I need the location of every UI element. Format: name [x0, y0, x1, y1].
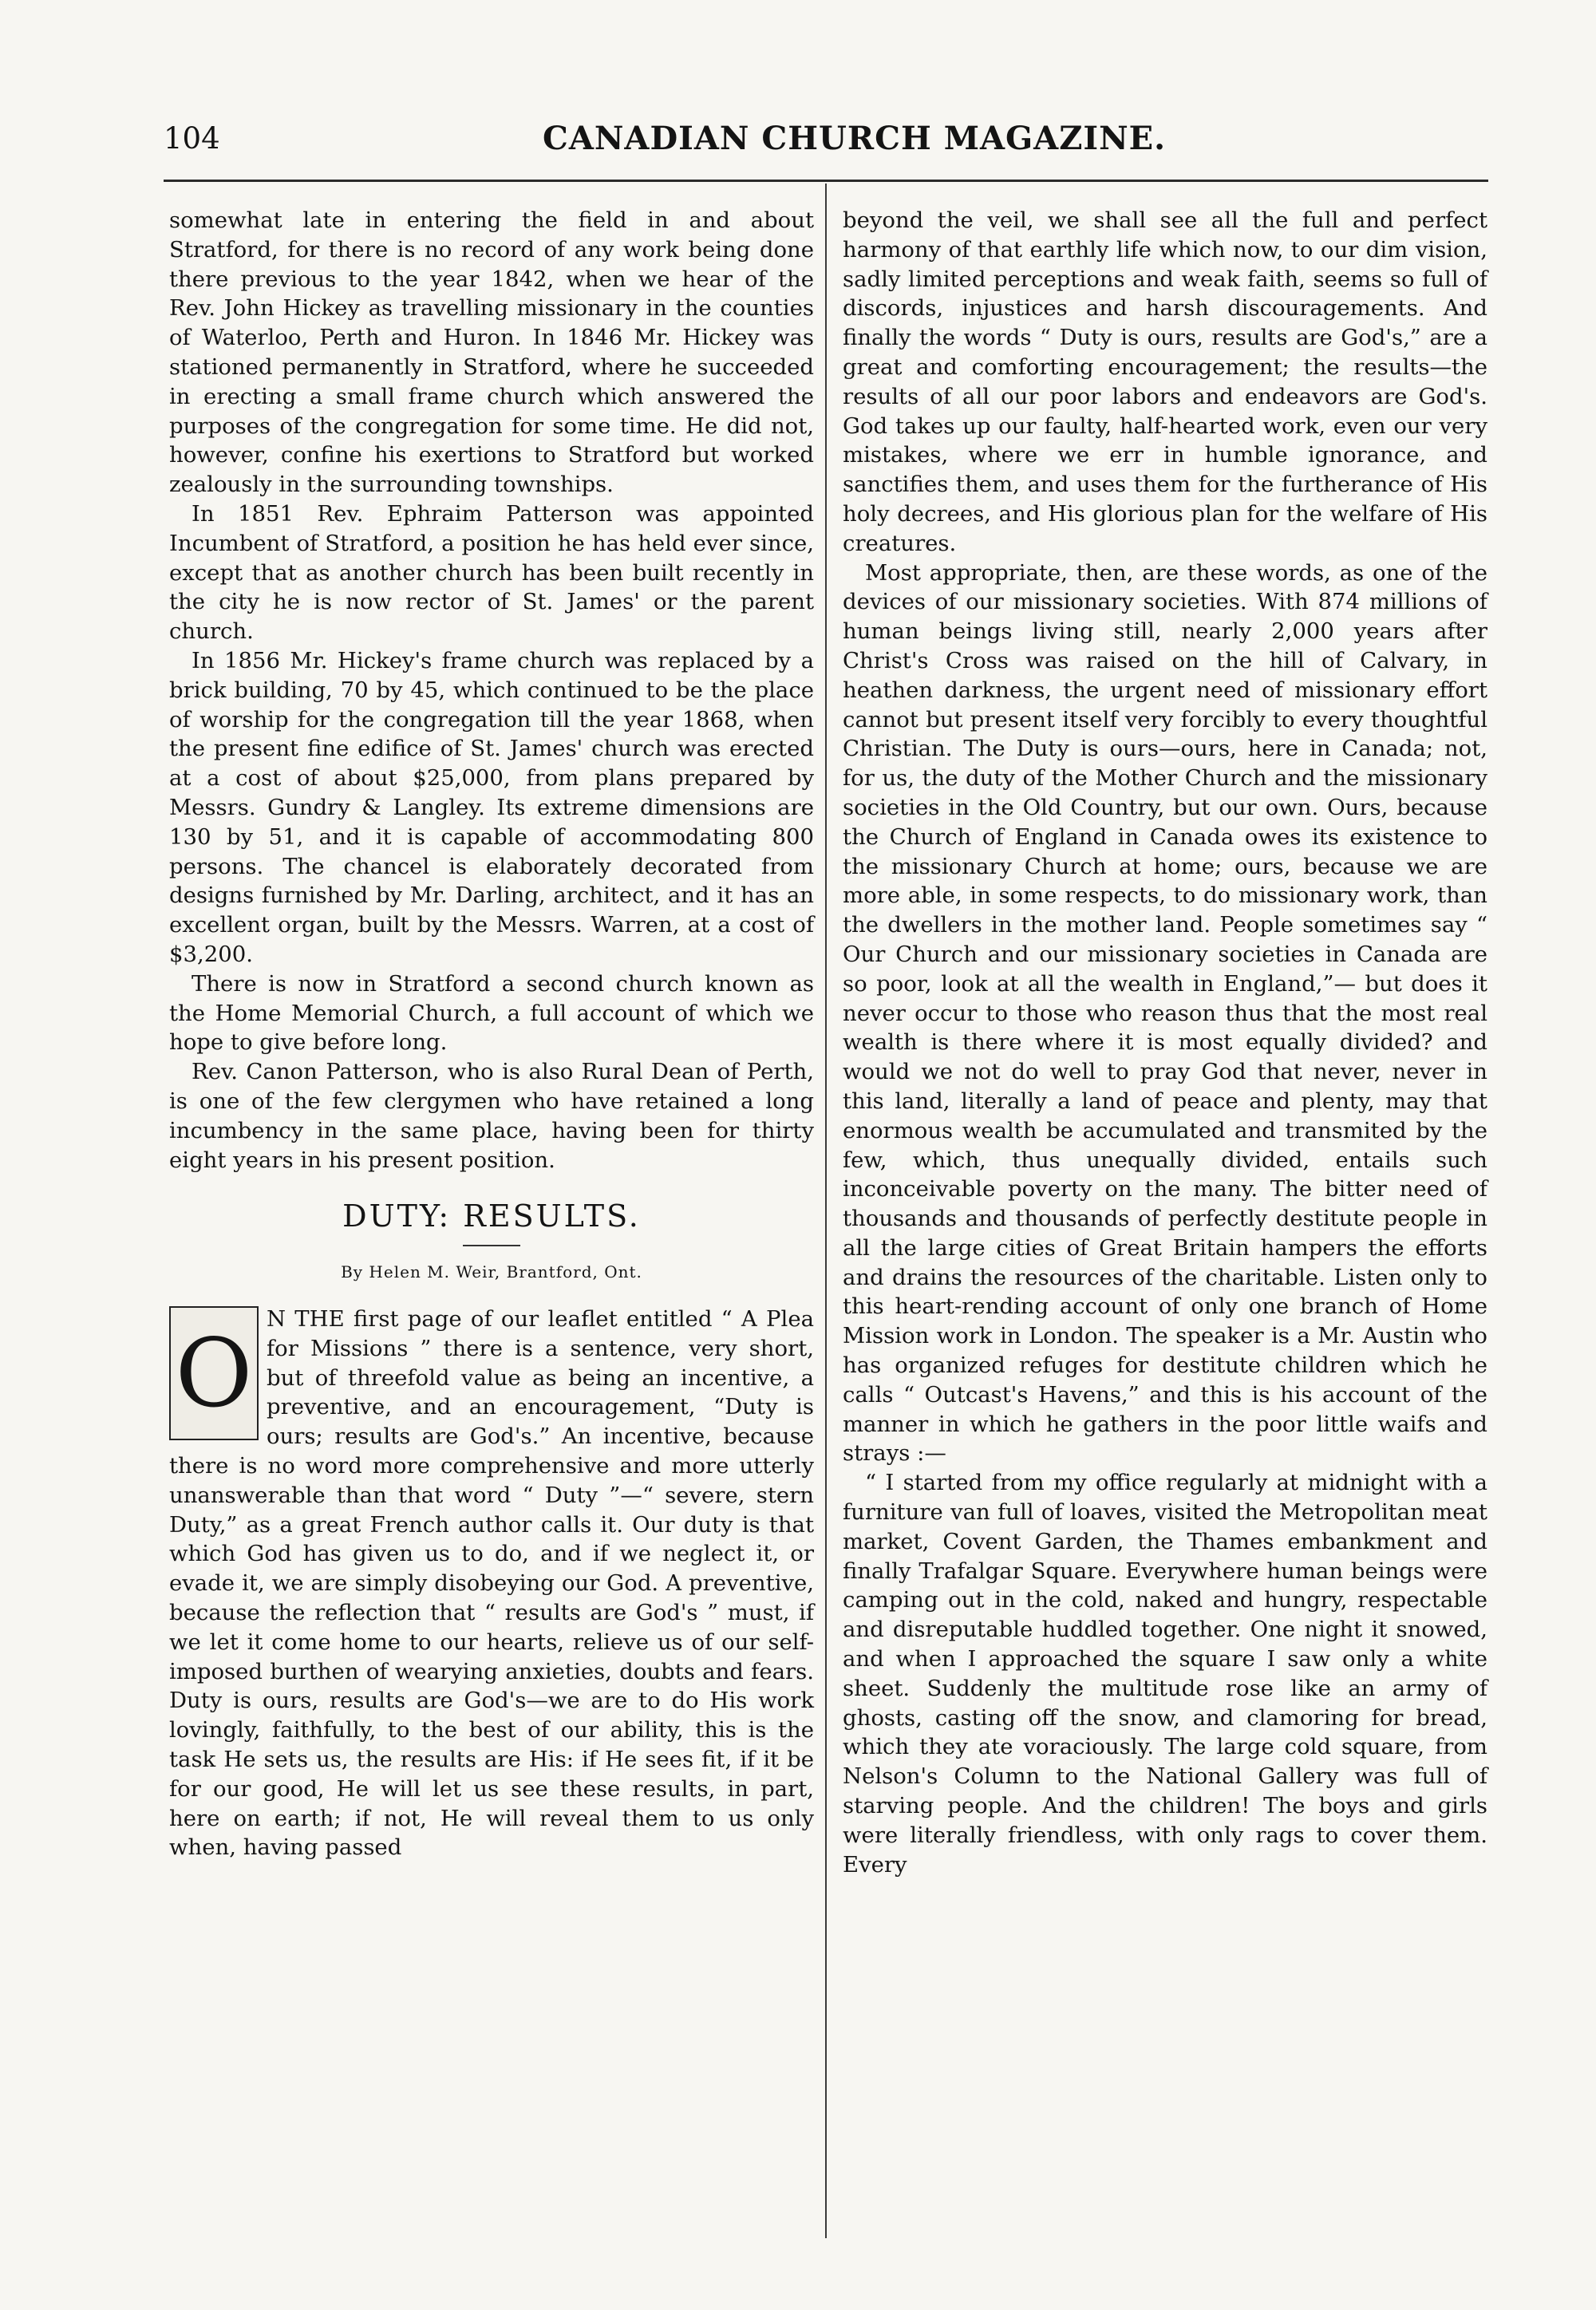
column-divider — [825, 184, 827, 2238]
paragraph: beyond the veil, we shall see all the full and perfect harmony of that earthly life which now, to our dim vision, sadly limited perceptions and weak faith, seems so full of discords, injustices and harsh discouragements. And finally the words “ Duty is ours, results are God's,” are a great and comforting encouragement; the results—the results of all our poor labors and endeavors are God's. God takes up our faulty, half-hearted work, even our very mistakes, where we err in humble ignorance, and sanctifies them, and uses them for the furtherance of His holy decrees, and His glorious plan for the welfare of His creatures. — [843, 207, 1487, 556]
byline: By Helen M. Weir, Brantford, Ont. — [341, 1262, 642, 1282]
header-rule — [164, 180, 1488, 182]
paragraph: There is now in Stratford a second church known as the Home Memorial Church, a full account of which we hope to give before long. — [169, 970, 814, 1056]
running-title: CANADIAN CHURCH MAGAZINE. — [543, 120, 1167, 157]
ornamental-drop-cap: O — [169, 1306, 259, 1440]
left-column — [169, 206, 814, 1862]
page-number: 104 — [164, 121, 220, 156]
paragraph: N THE first page of our leaflet entitled “ A Plea for Missions ” there is a sentence, very short, but of threefold value as being an incentive, a preventive, and an encouragement, “Duty is ours; results are God's.” An incentive, because there is no word more comprehensive and more utterly unanswerable than that word “ Duty ”—“ severe, stern Duty,” as a great French author calls it. Our duty is that which God has given us to do, and if we neglect it, or evade it, we are simply disobeying our God. A preventive, because the reflection that “ results are God's ” must, if we let it come home to our hearts, relieve us of our self-imposed burthen of wearying anxieties, doubts and fears. Duty is ours, results are God's—we are to do His work lovingly, faithfully, to the best of our ability, this is the task He sets us, the results are His: if He sees fit, if it be for our good, He will let us see these results, in part, here on earth; if not, He will reveal them to us only when, having passed — [169, 1306, 814, 1861]
paragraph: “ I started from my office regularly at midnight with a furniture van full of loaves, visited the Metropolitan meat market, Covent Garden, the Thames embankment and finally Trafalgar Square. Everywhere human beings were camping out in the cold, naked and hungry, respectable and disreputable huddled together. One night it snowed, and when I approached the square I saw only a white sheet. Suddenly the multitude rose like an army of ghosts, casting off the snow, and clamoring for bread, which they ate voraciously. The large cold square, from Nelson's Column to the National Gallery was full of starving people. And the children! The boys and girls were literally friendless, with only rags to cover them. Every — [843, 1470, 1487, 1878]
title-rule — [463, 1245, 520, 1246]
page-header — [164, 121, 1488, 169]
paragraph: Rev. Canon Patterson, who is also Rural Dean of Perth, is one of the few clergymen who have retained a long incumbency in the same place, having been for thirty eight years in his present position. — [169, 1059, 814, 1173]
paragraph: somewhat late in entering the field in and about Stratford, for there is no record of any work being done there previous to the year 1842, when we hear of the Rev. John Hickey as travelling missionary in the counties of Waterloo, Perth and Huron. In 1846 Mr. Hickey was stationed permanently in Stratford, where he succeeded in erecting a small frame church which answered the purposes of the congregation for some time. He did not, however, confine his exertions to Stratford but worked zealously in the surrounding townships. — [169, 207, 814, 498]
paragraph: Most appropriate, then, are these words, as one of the devices of our missionary societies. With 874 millions of human beings living still, nearly 2,000 years after Christ's Cross was raised on the hill of Calvary, in heathen darkness, the urgent need of missionary effort cannot but present itself very forcibly to every thoughtful Christian. The Duty is ours—ours, here in Canada; not, for us, the duty of the Mother Church and the missionary societies in the Old Country, but our own. Ours, because the Church of England in Canada owes its existence to the missionary Church at home; ours, because we are more able, in some respects, to do missionary work, than the dwellers in the mother land. People sometimes say “ Our Church and our missionary societies in Canada are so poor, look at all the wealth in England,”— but does it never occur to those who reason thus that the most real wealth is there where it is most equally divided? and would we not do well to pray God that never, never in this land, literally a land of peace and plenty, may that enormous wealth be accumulated and transmited by the few, which, thus unequally divided, entails such inconceivable poverty on the many. The bitter need of thousands and thousands of perfectly destitute people in all the large cities of Great Britain hampers the efforts and drains the resources of the charitable. Listen only to this heart-rending account of only one branch of Home Mission work in London. The speaker is a Mr. Austin who has organized refuges for destitute children which he calls “ Outcast's Havens,” and this is his account of the manner in which he gathers in the poor little waifs and strays :— — [843, 559, 1487, 1467]
article-title: DUTY: RESULTS. — [342, 1198, 641, 1234]
right-column — [843, 206, 1487, 1879]
paragraph: In 1851 Rev. Ephraim Patterson was appointed Incumbent of Stratford, a position he has held ever since, except that as another church has been built recently in the city he is now rector of St. James' or the parent church. — [169, 500, 814, 645]
paragraph: In 1856 Mr. Hickey's frame church was replaced by a brick building, 70 by 45, which continued to be the place of worship for the congregation till the year 1868, when the present fine edifice of St. James' church was erected at a cost of about $25,000, from plans prepared by Messrs. Gundry & Langley. Its extreme dimensions are 130 by 51, and it is capable of accommodating 800 persons. The chancel is elaborately decorated from designs furnished by Mr. Darling, architect, and it has an excellent organ, built by the Messrs. Warren, at a cost of $3,200. — [169, 647, 814, 967]
